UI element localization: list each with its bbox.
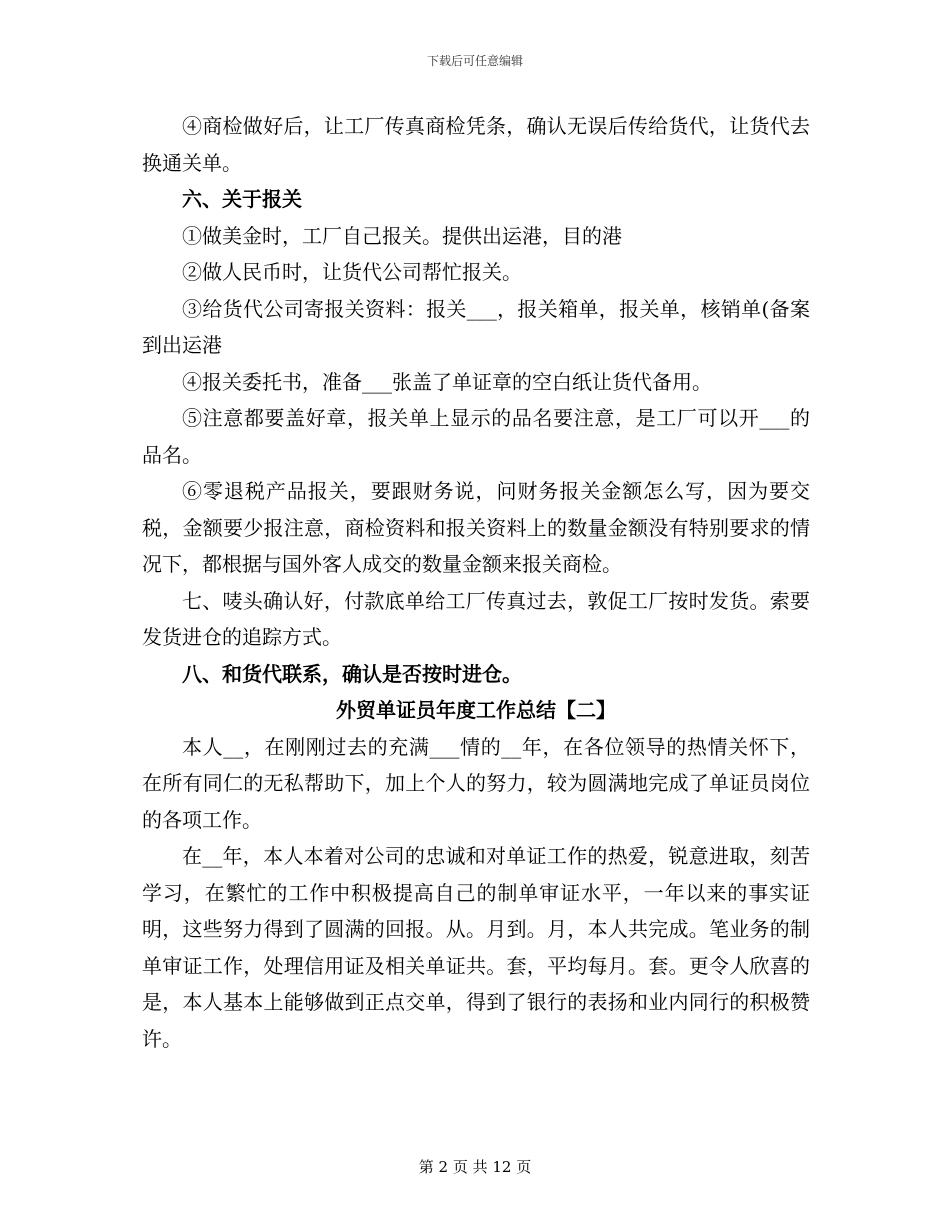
document-body bbox=[142, 108, 810, 1057]
page-footer: 第 2 页 共 12 页 bbox=[418, 1158, 532, 1176]
heading-forwarder-contact: 八、和货代联系，确认是否按时进仓。 bbox=[182, 661, 522, 686]
paragraph-customs-step5: ⑤注意都要盖好章，报关单上显示的品名要注意，是工厂可以开___的品名。 bbox=[142, 406, 810, 467]
paragraph-customs-step2: ②做人民币时，让货代公司帮忙报关。 bbox=[182, 260, 522, 284]
paragraph-inspection-step4: ④商检做好后，让工厂传真商检凭条，确认无误后传给货代，让货代去换通关单。 bbox=[142, 114, 810, 175]
section-title: 外贸单证员年度工作总结【二】 bbox=[336, 698, 616, 722]
paragraph-customs-step3: ③给货代公司寄报关资料：报关___，报关箱单，报关单，核销单(备案到出运港 bbox=[142, 296, 810, 357]
paragraph-customs-step1: ①做美金时，工厂自己报关。提供出运港，目的港 bbox=[182, 223, 622, 248]
paragraph-customs-step4: ④报关委托书，准备___张盖了单证章的空白纸让货代备用。 bbox=[182, 369, 712, 394]
paragraph-summary-intro: 本人__，在刚刚过去的充满___情的__年，在各位领导的热情关怀下，在所有同仁的无私帮助下，加上个人的努力，较为圆满地完成了单证员岗位的各项工作。 bbox=[142, 734, 810, 832]
paragraph-summary-achievements: 在__年，本人本着对公司的忠诚和对单证工作的热爱，锐意进取，刻苦学习，在繁忙的工作中积极提高自己的制单审证水平，一年以来的事实证明，这些努力得到了圆满的回报。从。月到。月，本人共完成。笔业务的制单审证工作，处理信用证及相关单证共。套，平均每月。套。更令人欣喜的是，本人基本上能够做到正点交单，得到了银行的表扬和业内同行的积极赞许。 bbox=[142, 844, 810, 1051]
page-header: 下载后可任意编辑 bbox=[426, 54, 523, 68]
heading-customs-declaration: 六、关于报关 bbox=[182, 187, 302, 211]
paragraph-shipping-marks: 七、唛头确认好，付款底单给工厂传真过去，敦促工厂按时发货。索要发货进仓的追踪方式。 bbox=[142, 588, 810, 649]
paragraph-customs-step6: ⑥零退税产品报关，要跟财务说，问财务报关金额怎么写，因为要交税，金额要少报注意，商检资料和报关资料上的数量金额没有特别要求的情况下，都根据与国外客人成交的数量金额来报关商检。 bbox=[142, 479, 810, 576]
